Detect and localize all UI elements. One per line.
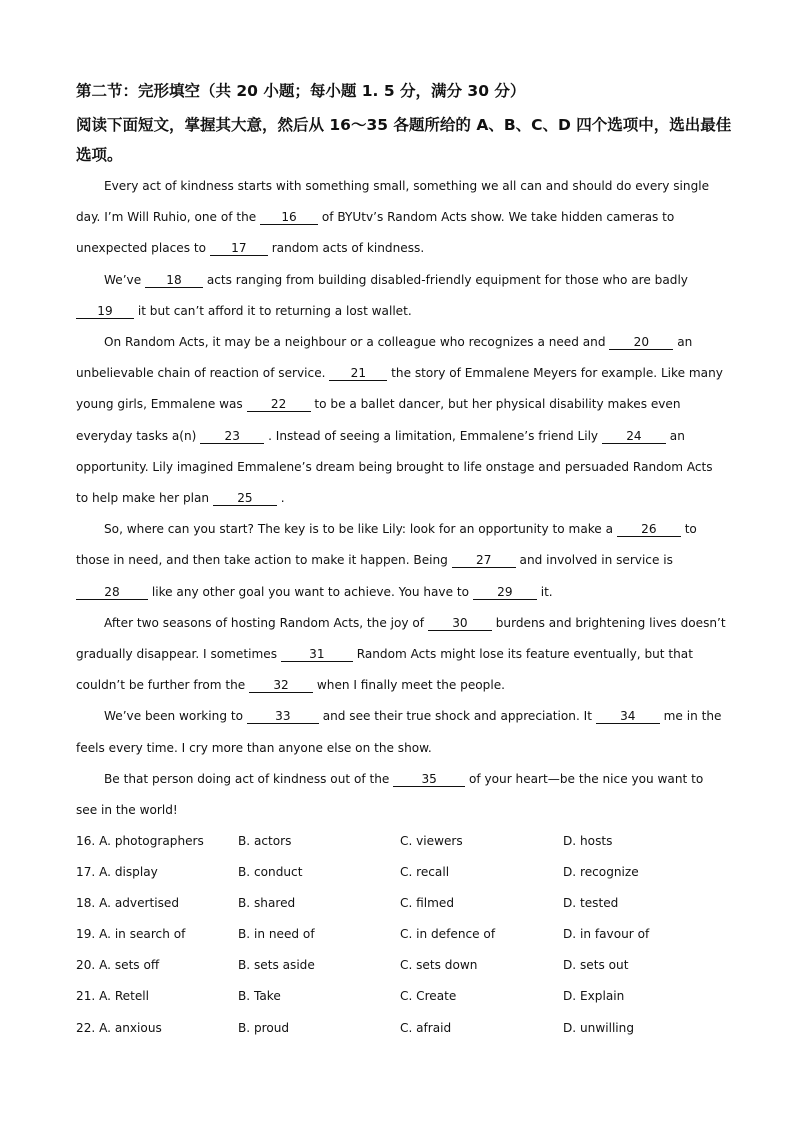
text: to those in need, and then take action to make it happen. Being — [76, 522, 697, 568]
paragraph-2 — [76, 265, 728, 327]
text: . — [276, 491, 285, 506]
option-d: D. unwilling — [563, 1020, 635, 1035]
option-c: C. Create — [400, 989, 457, 1004]
option-c: C. afraid — [400, 1020, 452, 1035]
blank-22: 22 — [247, 398, 311, 412]
option-c: C. viewers — [400, 834, 463, 848]
text: random acts of kindness. — [267, 241, 425, 256]
option-c: C. sets down — [400, 958, 478, 973]
paragraph-6 — [76, 701, 728, 763]
text: On Random Acts, it may be a neighbour or a colleague who recognizes a need and — [104, 335, 610, 350]
option-d: D. sets out — [563, 958, 629, 973]
paragraph-4 — [76, 514, 728, 608]
blank-24: 24 — [602, 430, 666, 444]
text: and involved in service is — [515, 553, 673, 568]
text: the story of Emmalene Meyers for example. Like many young girls, Emmalene was — [76, 366, 723, 412]
text: it. — [536, 584, 553, 599]
blank-27: 27 — [452, 554, 516, 568]
option-b: B. proud — [238, 1020, 290, 1035]
option-b: B. conduct — [238, 865, 303, 880]
blank-30: 30 — [428, 617, 492, 631]
option-row-17 — [76, 857, 736, 888]
option-a: 22. A. anxious — [76, 1020, 162, 1035]
blank-26: 26 — [617, 523, 681, 537]
option-row-20 — [76, 950, 736, 981]
text: of your heart—be the nice you want to see in the world! — [76, 771, 704, 818]
option-a: 18. A. advertised — [76, 896, 180, 911]
option-b: B. Take — [238, 989, 281, 1004]
option-d: D. in favour of — [563, 927, 650, 942]
text: when I finally meet the people. — [313, 678, 505, 693]
text: Random Acts might lose its feature eventually, but that couldn’t be further from the — [76, 647, 693, 693]
option-a: 17. A. display — [76, 865, 158, 880]
answer-options — [76, 826, 736, 1044]
text: After two seasons of hosting Random Acts, the joy of — [104, 615, 428, 630]
blank-33: 33 — [247, 710, 319, 724]
text: and see their true shock and appreciation. It — [318, 709, 596, 724]
text: of BYUtv’s Random Acts show. We take hidden cameras to unexpected places to — [76, 210, 675, 256]
option-row-22 — [76, 1013, 736, 1044]
text: So, where can you start? The key is to be like Lily: look for an opportunity to make a — [104, 522, 617, 537]
paragraph-7 — [76, 764, 728, 826]
text: We’ve been working to — [104, 709, 247, 724]
option-b: B. shared — [238, 896, 296, 911]
text: We’ve — [104, 272, 145, 287]
instruction-text: 阅读下面短文，掌握其大意，然后从 16～35 各题所给的 A、B、C、D 四个选项中，选出最佳选项。 — [76, 116, 732, 164]
blank-25: 25 — [213, 492, 277, 506]
option-row-16 — [76, 826, 736, 857]
blank-34: 34 — [596, 710, 660, 724]
option-d: D. tested — [563, 896, 619, 911]
text: an unbelievable chain of reaction of service. — [76, 335, 693, 381]
option-a: 21. A. Retell — [76, 989, 150, 1004]
option-d: D. hosts — [563, 834, 613, 848]
text: . Instead of seeing a limitation, Emmalene’s friend Lily — [264, 428, 602, 443]
option-b: B. in need of — [238, 927, 315, 942]
text: to be a ballet dancer, but her physical disability makes even everyday tasks a(n) — [76, 397, 681, 443]
blank-17: 17 — [210, 242, 268, 256]
blank-23: 23 — [200, 430, 264, 444]
option-a: 16. A. photographers — [76, 834, 204, 848]
blank-20: 20 — [609, 336, 673, 350]
blank-32: 32 — [249, 679, 313, 693]
option-b: B. sets aside — [238, 958, 315, 973]
blank-21: 21 — [329, 367, 387, 381]
option-row-19 — [76, 919, 736, 950]
text: acts ranging from building disabled-friendly equipment for those who are badly — [202, 272, 688, 287]
blank-16: 16 — [260, 211, 318, 225]
text: me in the feels every time. I cry more than anyone else on the show. — [76, 709, 722, 755]
paragraph-1 — [76, 171, 728, 265]
paragraph-5 — [76, 608, 728, 702]
blank-18: 18 — [145, 274, 203, 288]
blank-28: 28 — [76, 586, 148, 600]
option-c: C. recall — [400, 865, 450, 880]
blank-35: 35 — [393, 773, 465, 787]
blank-19: 19 — [76, 305, 134, 319]
text: Be that person doing act of kindness out of the — [104, 771, 394, 786]
option-b: B. actors — [238, 834, 292, 848]
paragraph-3 — [76, 327, 728, 514]
text: burdens and brightening lives doesn’t gradually disappear. I sometimes — [76, 615, 726, 662]
option-d: D. recognize — [563, 865, 639, 880]
cloze-passage — [76, 171, 728, 826]
blank-29: 29 — [473, 586, 537, 600]
option-c: C. filmed — [400, 896, 455, 911]
section-title: 第二节：完形填空（共 20 小题；每小题 1. 5 分，满分 30 分） — [76, 82, 526, 100]
option-a: 19. A. in search of — [76, 927, 186, 942]
option-c: C. in defence of — [400, 927, 496, 942]
option-row-18 — [76, 888, 736, 919]
option-d: D. Explain — [563, 989, 625, 1004]
option-row-21 — [76, 981, 736, 1012]
text: an opportunity. Lily imagined Emmalene’s dream being brought to life onstage and persuaded Random Acts to help make her plan — [76, 428, 713, 506]
text: Every act of kindness starts with something small, something we all can and should do every single day. I’m Will Ruhio, one of the — [76, 179, 710, 225]
text: like any other goal you want to achieve. You have to — [148, 584, 473, 599]
text: it but can’t afford it to returning a lost wallet. — [134, 303, 412, 318]
option-a: 20. A. sets off — [76, 958, 160, 973]
blank-31: 31 — [281, 648, 353, 662]
